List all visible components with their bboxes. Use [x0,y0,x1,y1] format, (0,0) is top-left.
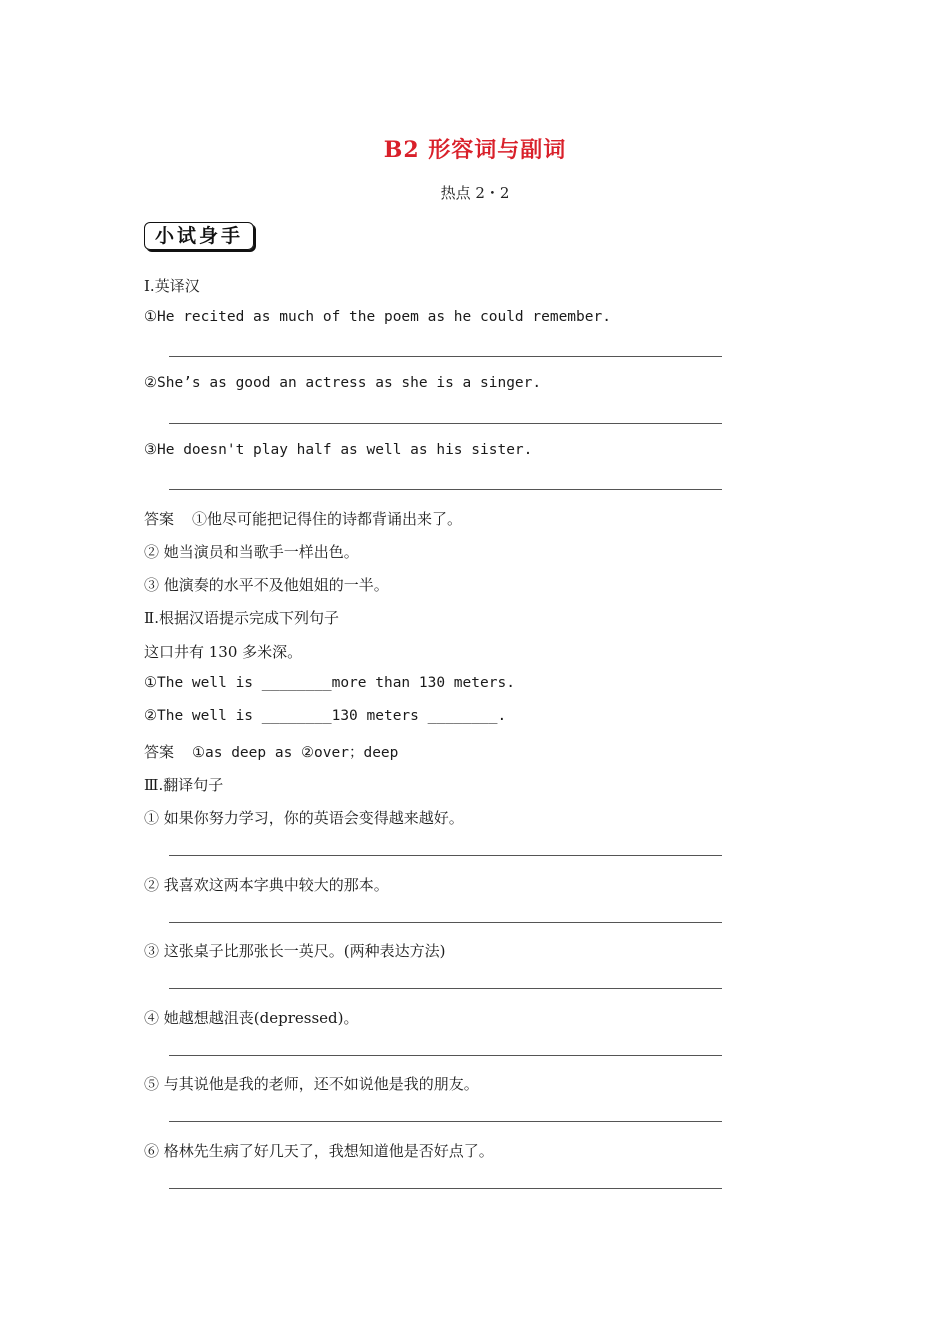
section-badge: 小试身手 [144,222,254,250]
answer-line-7 [169,1055,722,1056]
section2-item-1: ①The well is ________more than 130 meters. [144,675,515,691]
section3-item-1: ① 如果你努力学习，你的英语会变得越来越好。 [144,809,464,827]
section3-item-5: ⑤ 与其说他是我的老师，还不如说他是我的朋友。 [144,1075,479,1093]
section1-answer-2: ② 她当演员和当歌手一样出色。 [144,543,359,561]
answer-line-5 [169,922,722,923]
section1-item-1: ①He recited as much of the poem as he could remember. [144,309,611,325]
section3-item-3: ③ 这张桌子比那张长一英尺。(两种表达方法) [144,942,446,960]
answer-label: 答案 [144,510,175,528]
section2-heading: Ⅱ.根据汉语提示完成下列句子 [144,609,339,627]
answer-label: 答案 [144,743,175,761]
section2-answer-row [144,741,398,762]
section3-item-6: ⑥ 格林先生病了好几天了，我想知道他是否好点了。 [144,1142,494,1160]
section1-answer-3: ③ 他演奏的水平不及他姐姐的一半。 [144,576,389,594]
answer-line-4 [169,855,722,856]
section2-prompt: 这口井有 130 多米深。 [144,643,303,661]
section2-item-2: ②The well is ________130 meters ________. [144,708,507,724]
section1-heading: Ⅰ.英译汉 [144,277,200,295]
section1-answer-1: ①他尽可能把记得住的诗都背诵出来了。 [192,510,463,528]
answer-line-2 [169,423,722,424]
answer-line-9 [169,1188,722,1189]
page-title: B2 形容词与副词 [383,137,567,163]
section1-answer-row [144,508,462,529]
section3-heading: Ⅲ.翻译句子 [144,776,224,794]
answer-line-3 [169,489,722,490]
section3-item-4: ④ 她越想越沮丧(depressed)。 [144,1009,359,1027]
section1-item-3: ③He doesn't play half as well as his sister. [144,442,533,458]
answer-line-8 [169,1121,722,1122]
page-subtitle: 热点 2・2 [440,184,510,202]
section3-item-2: ② 我喜欢这两本字典中较大的那本。 [144,876,389,894]
section2-answer: ①as deep as ②over；deep [192,745,399,761]
answer-line-6 [169,988,722,989]
section1-item-2: ②She’s as good an actress as she is a singer. [144,375,542,391]
answer-line-1 [169,356,722,357]
